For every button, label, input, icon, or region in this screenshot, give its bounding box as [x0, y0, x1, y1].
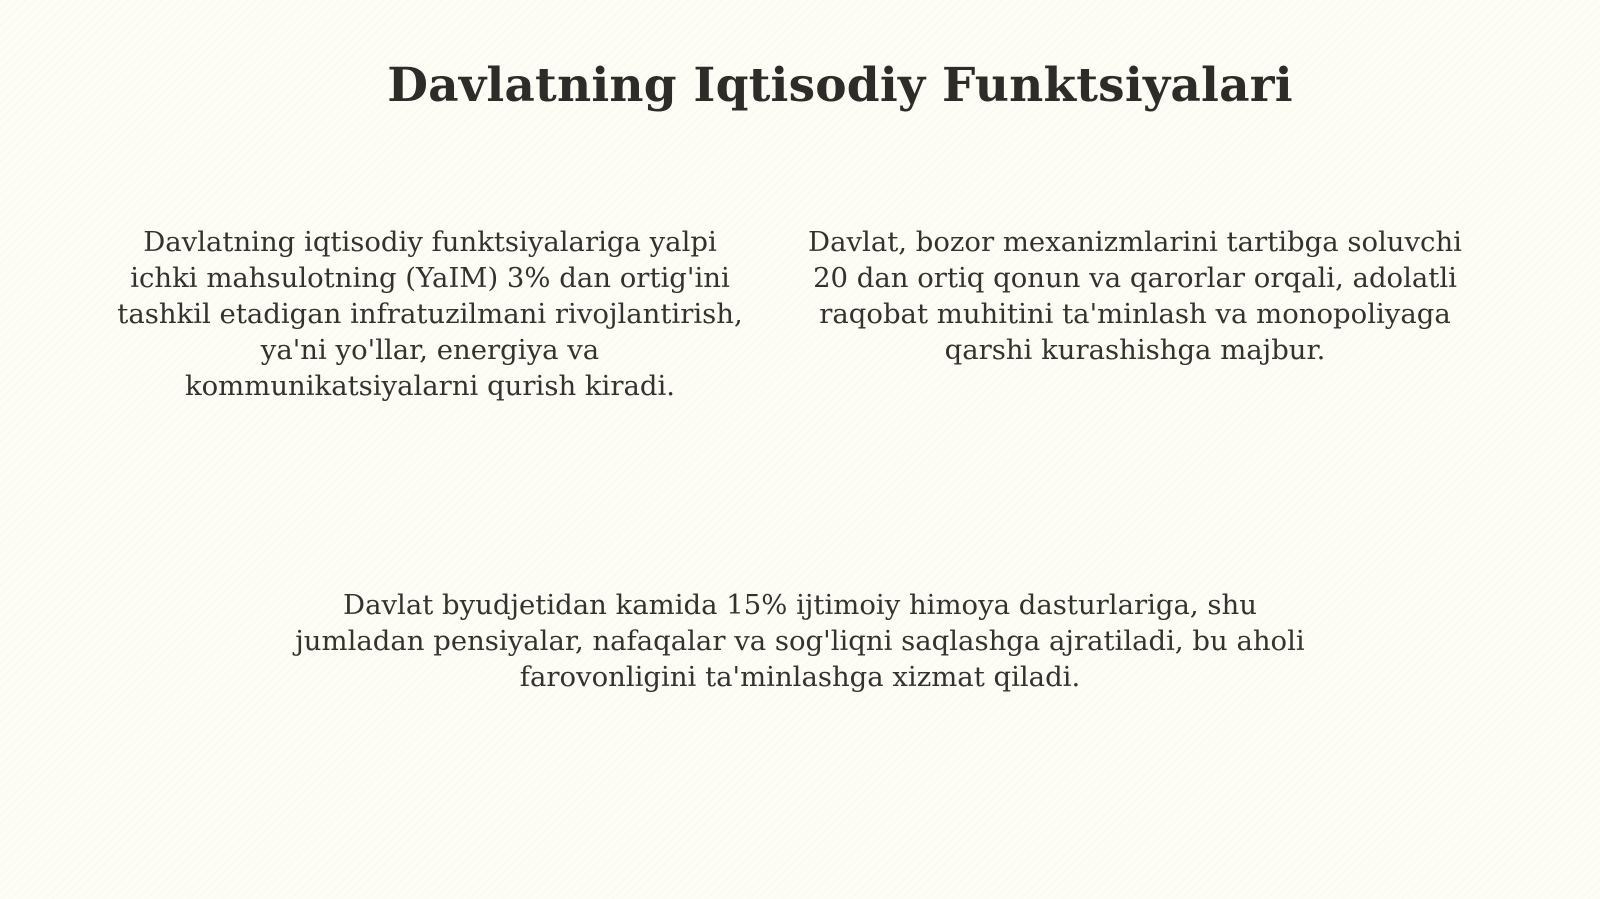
- paragraph-social-protection: Davlat byudjetidan kamida 15% ijtimoiy himoya dasturlariga, shu jumladan pensiyalar, nafaqalar va sog'liqni saqlashga ajratiladi, bu aholi farovonligini ta'minlashga xizmat qiladi.: [295, 589, 1305, 693]
- slide-title: Davlatning Iqtisodiy Funktsiyalari: [387, 58, 1293, 113]
- paragraph-infrastructure: Davlatning iqtisodiy funktsiyalariga yalpi ichki mahsulotning (YaIM) 3% dan ortig'ini tashkil etadigan infratuzilmani rivojlantirish, ya'ni yo'llar, energiya va kommunikatsiyalarni qurish kiradi.: [117, 226, 743, 402]
- paragraph-market-regulation: Davlat, bozor mexanizmlarini tartibga soluvchi 20 dan ortiq qonun va qarorlar orqali, adolatli raqobat muhitini ta'minlash va monopoliyaga qarshi kurashishga majbur.: [808, 226, 1462, 366]
